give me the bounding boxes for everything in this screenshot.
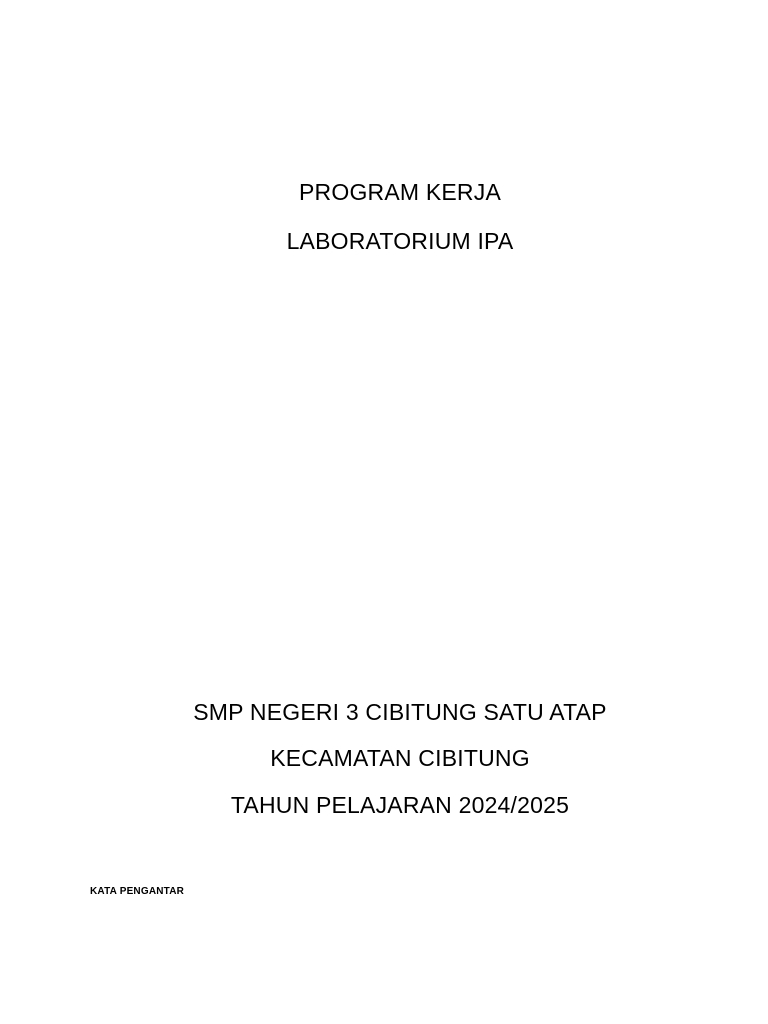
foreword-heading: KATA PENGANTAR (90, 886, 185, 897)
academic-year: TAHUN PELAJARAN 2024/2025 (230, 792, 570, 818)
document-title-line-2: LABORATORIUM IPA (286, 228, 514, 254)
district-name: KECAMATAN CIBITUNG (270, 745, 530, 771)
school-name: SMP NEGERI 3 CIBITUNG SATU ATAP (193, 699, 607, 725)
document-title-line-1: PROGRAM KERJA (299, 179, 501, 205)
